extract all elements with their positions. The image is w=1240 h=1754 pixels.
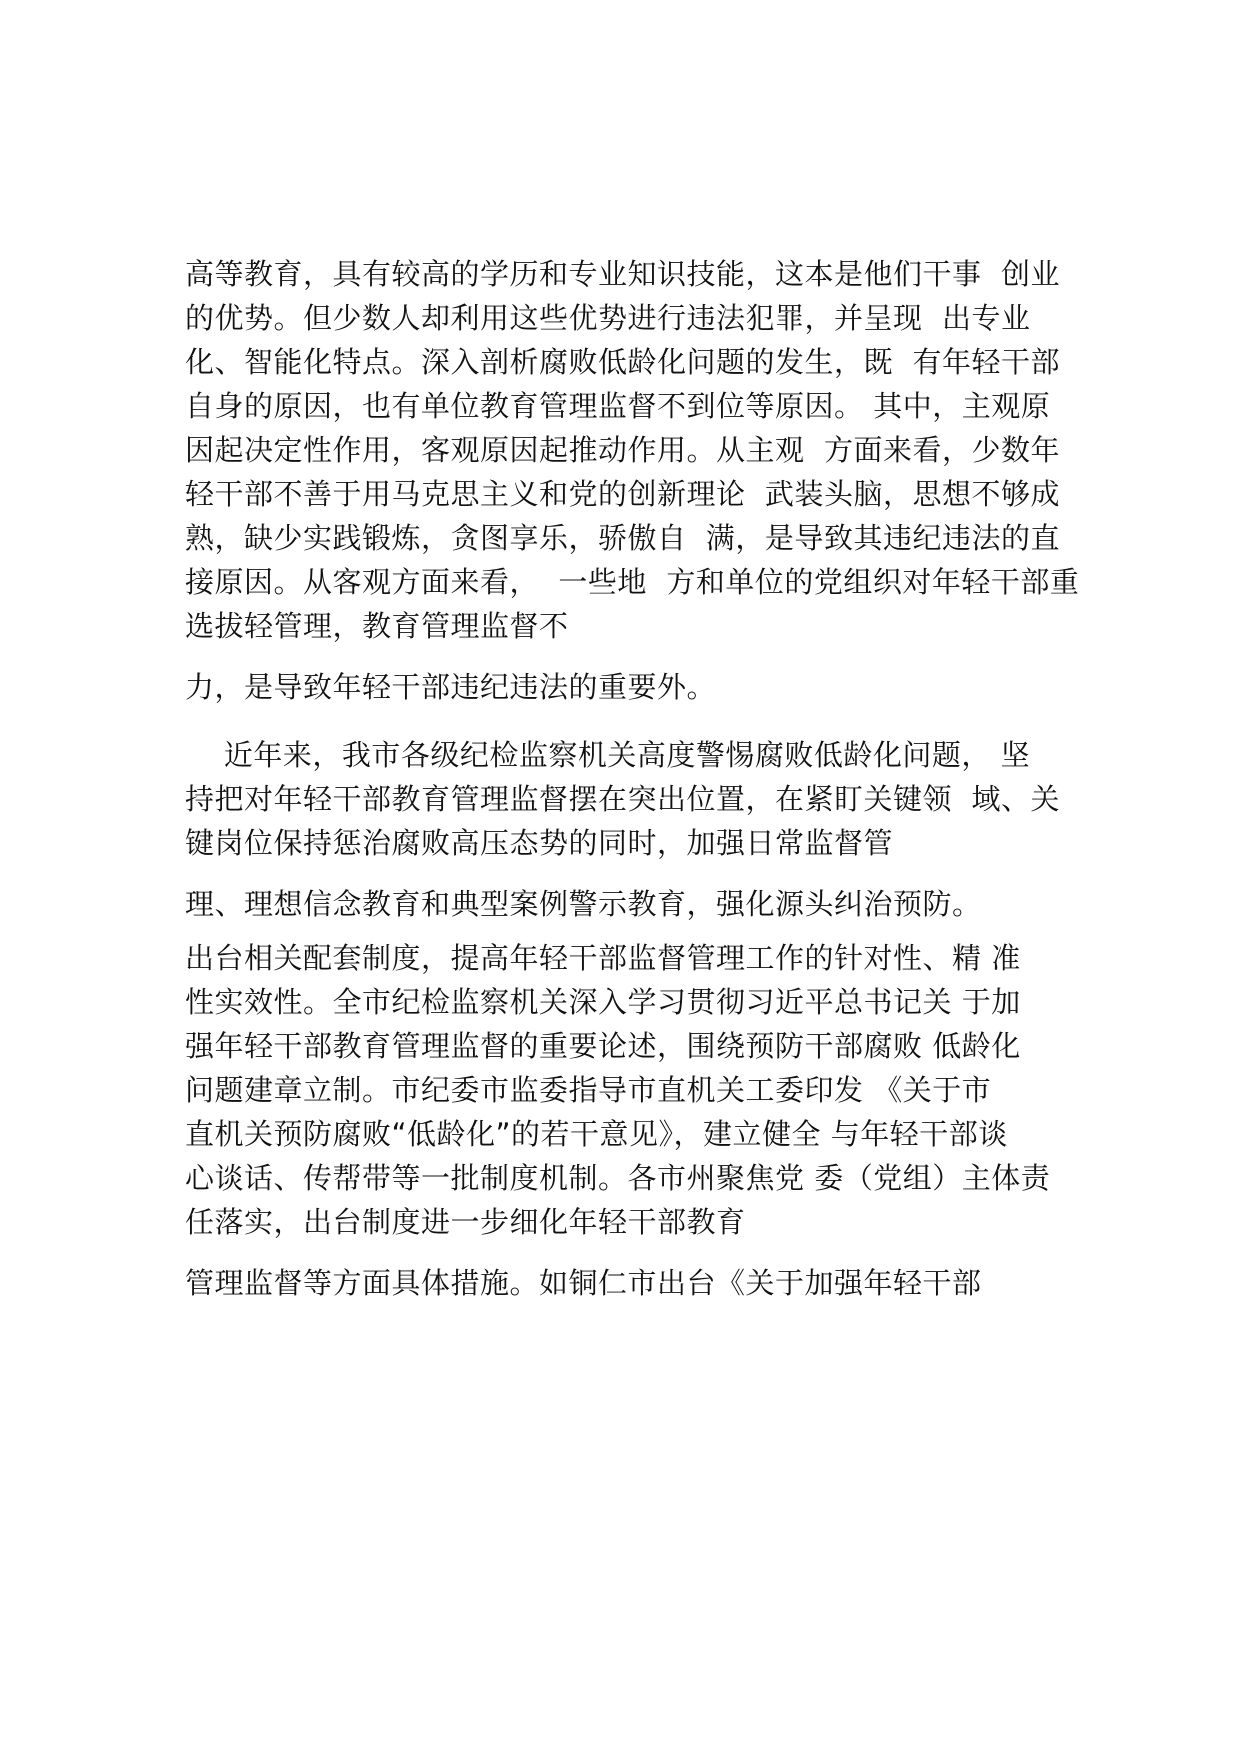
- text-line: 性实效性。全市纪检监察机关深入学习贯彻习近平总书记关 于加: [185, 985, 1021, 1019]
- text-line: 化、智能化特点。深入剖析腐败低龄化问题的发生，既 有年轻干部: [185, 345, 1060, 379]
- text-line: 力，是导致年轻干部违纪违法的重要外。: [185, 670, 717, 704]
- text-line: 因起决定性作用，客观原因起推动作用。从主观 方面来看，少数年: [185, 433, 1060, 467]
- text-line: 的优势。但少数人却利用这些优势进行违法犯罪，并呈现 出专业: [185, 301, 1031, 335]
- text-line: 出台相关配套制度，提高年轻干部监督管理工作的针对性、精 准: [185, 941, 1021, 975]
- text-line: 任落实，出台制度进一步细化年轻干部教育: [185, 1205, 746, 1239]
- text-line: 自身的原因，也有单位教育管理监督不到位等原因。 其中，主观原: [185, 389, 1051, 423]
- text-line: 持把对年轻干部教育管理监督摆在突出位置，在紧盯关键领 域、关: [185, 782, 1060, 816]
- text-line: 问题建章立制。市纪委市监委指导市直机关工委印发 《关于市: [185, 1073, 992, 1107]
- text-line: 心谈话、传帮带等一批制度机制。各市州聚焦党 委（党组）主体责: [185, 1161, 1051, 1195]
- text-line: 直机关预防腐败“低龄化”的若干意见》，建立健全 与年轻干部谈: [185, 1117, 1008, 1151]
- text-line: 高等教育，具有较高的学历和专业知识技能，这本是他们干事 创业: [185, 257, 1060, 291]
- text-line: 轻干部不善于用马克思主义和党的创新理论 武装头脑，思想不够成: [185, 477, 1060, 511]
- text-line: 熟，缺少实践锻炼，贪图享乐，骄傲自 满，是导致其违纪违法的直: [185, 521, 1060, 555]
- text-line: 强年轻干部教育管理监督的重要论述，围绕预防干部腐败 低龄化: [185, 1029, 1021, 1063]
- text-line: 管理监督等方面具体措施。如铜仁市出台《关于加强年轻干部: [185, 1266, 982, 1300]
- text-line: 理、理想信念教育和典型案例警示教育，强化源头纠治预防。: [185, 887, 982, 921]
- text-line: 近年来，我市各级纪检监察机关高度警惕腐败低龄化问题， 坚: [185, 738, 1031, 772]
- text-line: 键岗位保持惩治腐败高压态势的同时，加强日常监督管: [185, 826, 894, 860]
- text-line: 选拔轻管理，教育管理监督不: [185, 609, 569, 643]
- text-line: 接原因。从客观方面来看， 一些地 方和单位的党组织对年轻干部重: [185, 565, 1080, 599]
